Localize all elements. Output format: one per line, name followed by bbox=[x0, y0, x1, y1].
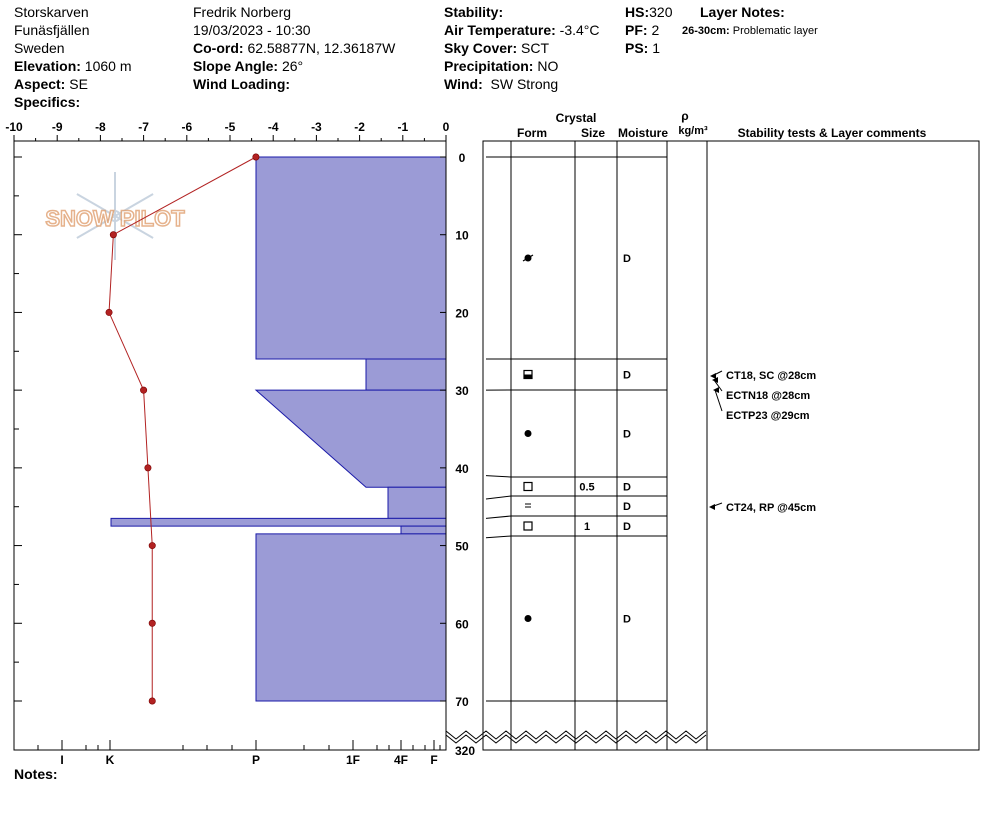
crystal-header: Crystal bbox=[555, 111, 597, 125]
hardness-tick-label: 1F bbox=[345, 753, 361, 767]
temperature-point bbox=[145, 465, 151, 471]
elevation-label: Elevation: bbox=[14, 58, 81, 74]
air-temp-value: -3.4°C bbox=[559, 22, 600, 38]
depth-tick-label: 10 bbox=[455, 228, 469, 243]
stability-test-label: CT24, RP @45cm bbox=[726, 502, 817, 514]
stability-test-label: ECTP23 @29cm bbox=[726, 410, 810, 422]
observation-datetime: 19/03/2023 - 10:30 bbox=[193, 22, 311, 38]
grain-form-faceted-icon bbox=[524, 483, 532, 491]
hardness-layer-bar bbox=[111, 518, 446, 526]
temp-tick-label: -9 bbox=[51, 120, 63, 134]
hardness-tick-label: P bbox=[251, 753, 261, 767]
hardness-layer-bar bbox=[388, 487, 446, 518]
depth-tick-label: 30 bbox=[455, 384, 469, 399]
tests-header: Stability tests & Layer comments bbox=[737, 126, 927, 140]
temperature-point bbox=[106, 309, 112, 315]
hardness-tick-label: 4F bbox=[393, 753, 409, 767]
temp-tick-label: -6 bbox=[181, 120, 193, 134]
stability-test-label: ECTN18 @28cm bbox=[726, 390, 811, 402]
stability-test-label: CT18, SC @28cm bbox=[726, 370, 817, 382]
hardness-layer-bar bbox=[256, 390, 446, 487]
grain-size-value: 1 bbox=[583, 521, 591, 533]
temperature-point bbox=[140, 387, 146, 393]
temp-tick-label: -5 bbox=[224, 120, 236, 134]
specifics-label: Specifics: bbox=[14, 94, 81, 110]
pf-value: 2 bbox=[651, 22, 660, 38]
hardness-tick-label: F bbox=[430, 753, 438, 767]
depth-tick-label: 70 bbox=[455, 695, 469, 709]
temperature-point bbox=[253, 154, 259, 160]
temp-tick-label: -7 bbox=[138, 120, 149, 134]
temperature-point bbox=[149, 698, 155, 704]
tests-column-frame bbox=[707, 141, 979, 750]
observer-name: Fredrik Norberg bbox=[193, 4, 292, 20]
grain-form-rounded-icon bbox=[525, 430, 532, 437]
pf-label: PF: bbox=[625, 22, 648, 38]
moisture-value: D bbox=[623, 501, 631, 513]
depth-tick-label: 20 bbox=[455, 306, 469, 321]
hardness-layer-bar bbox=[401, 526, 446, 534]
layer-note-range: 26-30cm: bbox=[682, 25, 730, 37]
temp-tick-label: -2 bbox=[354, 120, 365, 134]
precip-value: NO bbox=[537, 58, 559, 74]
notes-label: Notes: bbox=[14, 766, 58, 782]
slope-value: 26° bbox=[281, 58, 304, 74]
temp-tick-label: -3 bbox=[311, 120, 322, 134]
test-pointer-line bbox=[715, 390, 722, 411]
grain-form-faceted-icon bbox=[524, 522, 532, 530]
test-pointer-arrow bbox=[710, 373, 716, 379]
depth-bottom-label: 320 bbox=[454, 744, 476, 758]
layer-table-frame bbox=[483, 141, 707, 750]
elevation-value: 1060 m bbox=[84, 58, 132, 74]
depth-tick-label: 50 bbox=[455, 539, 469, 554]
moisture-value: D bbox=[623, 613, 631, 626]
density-unit-header: kg/m³ bbox=[678, 125, 708, 137]
wind-value: SW Strong bbox=[490, 76, 559, 92]
temp-tick-label: -10 bbox=[5, 120, 23, 134]
size-header: Size bbox=[580, 126, 606, 140]
wind-label: Wind: bbox=[444, 76, 483, 92]
ps-label: PS: bbox=[625, 40, 649, 56]
precip-label: Precipitation: bbox=[444, 58, 534, 74]
temp-tick-label: 0 bbox=[442, 120, 450, 134]
aspect-label: Aspect: bbox=[14, 76, 66, 92]
area-name: Funäsfjällen bbox=[14, 22, 90, 38]
layer-connector-line bbox=[486, 536, 511, 538]
temp-tick-label: -8 bbox=[95, 120, 106, 134]
country-name: Sweden bbox=[14, 40, 65, 56]
moisture-header: Moisture bbox=[617, 126, 669, 140]
hardness-tick-label: I bbox=[60, 753, 64, 767]
layer-notes-label: Layer Notes: bbox=[700, 4, 785, 20]
hardness-layer-bar bbox=[256, 157, 446, 359]
coord-value: 62.58877N, 12.36187W bbox=[247, 40, 396, 56]
watermark-text: SNOW PILOT bbox=[45, 206, 185, 231]
temp-tick-label: -1 bbox=[397, 120, 409, 134]
depth-tick-label: 0 bbox=[458, 151, 466, 165]
hs-value: 320 bbox=[649, 4, 673, 20]
stability-label: Stability: bbox=[444, 4, 504, 20]
hardness-layer-bar bbox=[366, 359, 446, 390]
moisture-value: D bbox=[623, 428, 631, 441]
moisture-value: D bbox=[623, 521, 631, 533]
depth-tick-label: 40 bbox=[455, 461, 469, 476]
temperature-point bbox=[149, 542, 155, 548]
rho-header: ρ bbox=[681, 109, 689, 123]
temperature-point bbox=[110, 232, 116, 238]
sky-value: SCT bbox=[521, 40, 550, 56]
grain-form-mixed-fill bbox=[524, 375, 532, 379]
air-temp-label: Air Temperature: bbox=[444, 22, 556, 38]
form-header: Form bbox=[517, 126, 547, 140]
wind-loading-label: Wind Loading: bbox=[193, 76, 291, 92]
hardness-tick-label: K bbox=[105, 753, 115, 767]
slope-label: Slope Angle: bbox=[193, 58, 279, 74]
coord-label: Co-ord: bbox=[193, 40, 244, 56]
sky-label: Sky Cover: bbox=[444, 40, 518, 56]
moisture-value: D bbox=[623, 481, 631, 494]
depth-tick-label: 60 bbox=[455, 617, 469, 632]
temp-tick-label: -4 bbox=[267, 120, 279, 134]
aspect-value: SE bbox=[69, 76, 88, 92]
moisture-value: D bbox=[623, 369, 631, 382]
layer-connector-line bbox=[486, 516, 511, 518]
hs-label: HS: bbox=[625, 4, 650, 20]
location-name: Storskarven bbox=[14, 4, 89, 20]
moisture-value: D bbox=[623, 253, 631, 265]
layer-connector-line bbox=[486, 476, 511, 477]
layer-connector-line bbox=[486, 496, 511, 499]
temperature-line bbox=[109, 157, 256, 701]
grain-size-value: 0.5 bbox=[579, 481, 595, 494]
layer-note-text: Problematic layer bbox=[732, 25, 818, 37]
grain-form-rounded-icon bbox=[525, 615, 532, 622]
test-pointer-arrow bbox=[709, 504, 715, 510]
temperature-point bbox=[149, 620, 155, 626]
hardness-layer-bar bbox=[256, 534, 446, 701]
ps-value: 1 bbox=[652, 40, 661, 56]
